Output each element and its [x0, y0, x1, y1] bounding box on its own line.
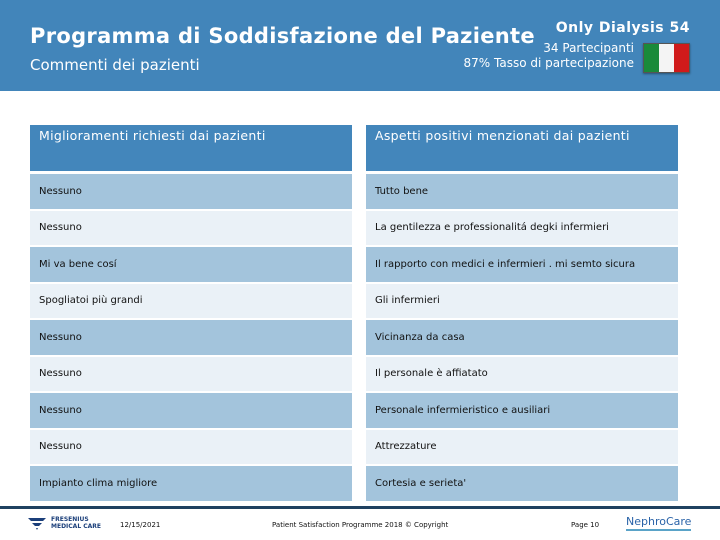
column-header-improvements: Miglioramenti richiesti dai pazienti: [30, 125, 352, 171]
table-header-row: [30, 125, 678, 172]
improvement-comment-cell: Nessuno: [30, 357, 352, 392]
improvement-comment-cell: Impianto clima migliore: [30, 466, 352, 501]
table-row: [30, 247, 678, 282]
comments-table: [30, 125, 678, 503]
footer-date: 12/15/2021: [120, 521, 161, 529]
positive-comment-cell: Il rapporto con medici e infermieri . mi semto sicura: [366, 247, 678, 282]
positive-comment-cell: Il personale è affiatato: [366, 357, 678, 392]
positive-comment-cell: Vicinanza da casa: [366, 320, 678, 355]
improvement-comment-cell: Nessuno: [30, 393, 352, 428]
header-banner: [0, 0, 720, 91]
site-name: Only Dialysis 54: [555, 20, 690, 36]
footer-copyright: Patient Satisfaction Programme 2018 © Copyright: [272, 521, 449, 529]
italy-flag-icon: [643, 43, 690, 73]
improvement-comment-cell: Mi va bene cosí: [30, 247, 352, 282]
fresenius-logo: [28, 516, 101, 530]
table-row: [30, 393, 678, 428]
improvement-comment-cell: Spogliatoi più grandi: [30, 284, 352, 319]
positive-comment-cell: La gentilezza e professionalitá degki infermieri: [366, 211, 678, 246]
table-row: [30, 320, 678, 355]
column-header-positives: Aspetti positivi menzionati dai pazienti: [366, 125, 678, 171]
flag-stripe: [659, 44, 674, 72]
improvement-comment-cell: Nessuno: [30, 320, 352, 355]
positive-comment-cell: Cortesia e serieta': [366, 466, 678, 501]
positive-comment-cell: Tutto bene: [366, 174, 678, 209]
table-row: [30, 357, 678, 392]
flag-stripe: [674, 44, 689, 72]
logo-text-line1: FRESENIUS: [51, 516, 89, 523]
table-row: [30, 174, 678, 209]
page-subtitle: Commenti dei pazienti: [30, 56, 200, 74]
table-row: [30, 284, 678, 319]
nephrocare-logo: NephroCare: [626, 515, 691, 531]
improvement-comment-cell: Nessuno: [30, 174, 352, 209]
flag-stripe: [644, 44, 659, 72]
participation-info: [464, 41, 634, 71]
fresenius-logo-icon: [28, 516, 46, 530]
improvement-comment-cell: Nessuno: [30, 430, 352, 465]
positive-comment-cell: Attrezzature: [366, 430, 678, 465]
logo-text-line2: MEDICAL CARE: [51, 523, 102, 530]
positive-comment-cell: Gli infermieri: [366, 284, 678, 319]
footer-page-number: Page 10: [571, 521, 600, 529]
participation-rate: 87% Tasso di partecipazione: [463, 56, 634, 70]
table-row: [30, 430, 678, 465]
footer-divider: [0, 506, 720, 509]
improvement-comment-cell: Nessuno: [30, 211, 352, 246]
participants-count: 34 Partecipanti: [543, 41, 634, 55]
table-row: [30, 466, 678, 501]
positive-comment-cell: Personale infermieristico e ausiliari: [366, 393, 678, 428]
table-row: [30, 211, 678, 246]
page-title: Programma di Soddisfazione del Paziente: [30, 24, 535, 48]
